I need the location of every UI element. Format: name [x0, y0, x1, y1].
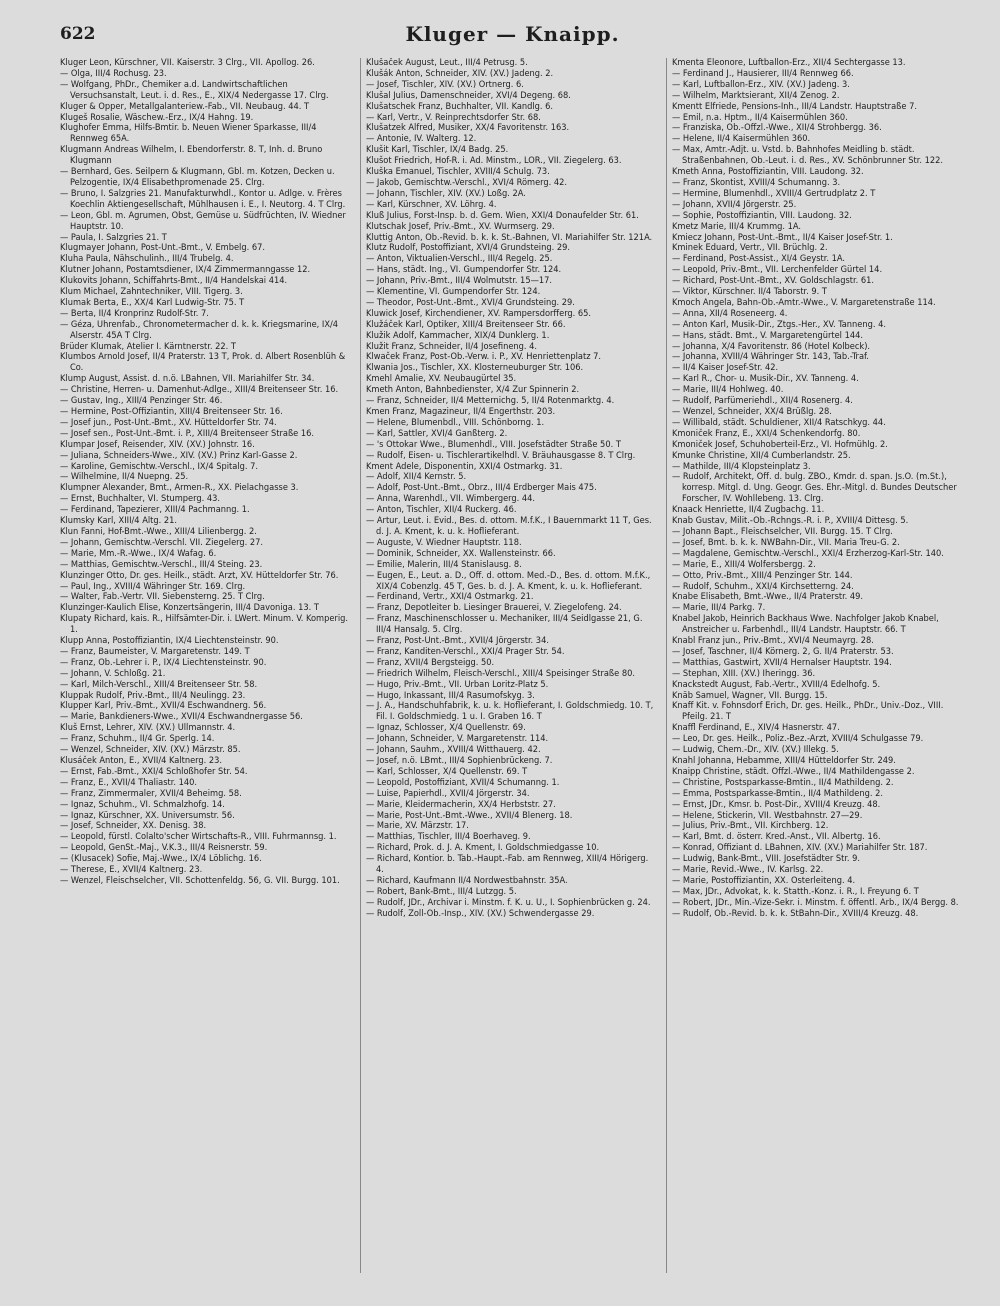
directory-entry: — Emma, Postsparkasse-Bmtin., II/4 Mathildeng. 2. [672, 787, 883, 799]
directory-entry: — Franz, Post-Unt.-Bmt., XVII/4 Jörgerstr. 34. [366, 635, 549, 647]
directory-entry: Knabl Franz jun., Priv.-Bmt., XVI/4 Neumayrg. 28. [672, 635, 874, 647]
directory-entry: — Christine, Postsparkasse-Bmtin., II/4 Mathildeng. 2. [672, 776, 894, 788]
directory-entry: — Berta, II/4 Kronprinz Rudolf-Str. 7. [60, 307, 209, 319]
directory-entry: — Ludwig, Chem.-Dr., XIV. (XV.) Illekg. 5. [672, 744, 839, 756]
directory-entry: — Johann Bapt., Fleischselcher, VII. Burgg. 15. T Clrg. [672, 525, 893, 537]
directory-entry: — Franz, Zimmermaler, XVII/4 Beheimg. 58. [60, 787, 242, 799]
directory-entry: — Adolf, Post-Unt.-Bmt., Obrz., III/4 Erdberger Mais 475. [366, 482, 597, 494]
directory-entry: — (Klusacek) Sofie, Maj.-Wwe., IX/4 Löblichg. 16. [60, 853, 262, 865]
directory-entry: Kmehl Amalie, XV. Neubaugürtel 35. [366, 373, 517, 385]
directory-entry: Knaack Henriette, II/4 Zugbachg. 11. [672, 504, 825, 516]
directory-entry: — Marie, Kleidermacherin, XX/4 Herbststr. 27. [366, 798, 556, 810]
directory-entry: — Josef, Bmt. b. k. k. NWBahn-Dir., VII. Maria Treu-G. 2. [672, 536, 900, 548]
directory-entry: — Bruno, I. Salzgries 21. Manufakturwhdl., Kontor u. Adlge. v. Frères Koechlin Aktiengesellschaft, Mühlhausen i. E., I. Neutorg. 4. T Clrg. [60, 187, 346, 210]
directory-entry: — Bernhard, Ges. Seilpern & Klugmann, Gbl. m. Kotzen, Decken u. Pelzogentie, IX/4 Elisabethpromenade 25. Clrg. [60, 166, 335, 188]
directory-entry: — Karl, Bmt. d. österr. Kred.-Anst., VII. Albertg. 16. [672, 831, 881, 843]
directory-entry: Kmenta Eleonore, Luftballon-Erz., XII/4 Sechtergasse 13. [672, 58, 906, 68]
directory-entry: — Wenzel, Schneider, XIV. (XV.) Märzstr. 85. [60, 744, 241, 756]
directory-entry: — Leon, Gbl. m. Agrumen, Obst, Gemüse u. Südfrüchten, IV. Wiedner Hauptstr. 10. [60, 209, 346, 232]
directory-entry: — Ferdinand, Post-Assist., XI/4 Geystr. 1A. [672, 253, 845, 265]
directory-entry: Kmetz Marie, III/4 Krummg. 1A. [672, 220, 801, 232]
directory-entry: — Leo, Dr. ges. Heilk., Poliz.-Bez.-Arzt, XVIII/4 Schulgasse 79. [672, 733, 924, 745]
directory-entry: Klumpner Alexander, Bmt., Armen-R., XX. Pielachgasse 3. [60, 482, 299, 494]
directory-entry: Klwania Jos., Tischler, XX. Klosterneuburger Str. 106. [366, 362, 584, 374]
directory-entry: — Karoline, Gemischtw.-Verschl., IX/4 Spitalg. 7. [60, 460, 259, 472]
directory-entry: — Adolf, XII/4 Kernstr. 5. [366, 471, 467, 483]
directory-entry: — Franziska, Ob.-Offzl.-Wwe., XII/4 Strohbergg. 36. [672, 122, 882, 134]
directory-entry: — Ludwig, Bank-Bmt., VIII. Josefstädter Str. 9. [672, 853, 861, 865]
page-number: 622 [60, 24, 96, 44]
directory-entry: — Franz, E., XVII/4 Thaliastr. 140. [60, 776, 197, 788]
directory-entry: — Rudolf, JDr., Archivar i. Minstm. f. K. u. U., I. Sophienbrücken g. 24. [366, 896, 651, 908]
directory-entry: Klumak Berta, E., XX/4 Karl Ludwig-Str. 75. T [60, 296, 245, 308]
directory-entry: — Rudolf, Zoll-Ob.-Insp., XIV. (XV.) Schwendergasse 29. [366, 907, 595, 919]
page-title: Kluger — Knaipp. [405, 22, 620, 46]
directory-entry: — Karl, Kürschner, XV. Löhrg. 4. [366, 198, 497, 210]
directory-entry: Kmentt Elfriede, Pensions-Inh., III/4 Landstr. Hauptstraße 7. [672, 100, 917, 112]
directory-entry: — Juliana, Schneiders-Wwe., XIV. (XV.) Prinz Karl-Gasse 2. [60, 449, 298, 461]
directory-entry: — Matthias, Tischler, III/4 Boerhaveg. 9. [366, 831, 531, 843]
directory-entry: Klukovits Johann, Schiffahrts-Bmt., II/4 Handelskai 414. [60, 275, 288, 287]
directory-entry: Kmen Franz, Magazineur, II/4 Engerthstr. 203. [366, 406, 556, 417]
directory-entry: Knaipp Christine, städt. Offzl.-Wwe., II/4 Mathildengasse 2. [672, 765, 915, 777]
directory-entry: — Johann, Tischler, XIV. (XV.) Loßg. 2A. [366, 187, 526, 199]
directory-entry: — Ernst, Fab.-Bmt., XXI/4 Schloßhofer Str. 54. [60, 765, 248, 777]
directory-entry: — Franz, Depotleiter b. Liesinger Brauerei, V. Ziegelofeng. 24. [366, 602, 622, 614]
directory-entry: — Mathilde, III/4 Klopsteinplatz 3. [672, 460, 811, 472]
directory-entry: — Viktor, Kürschner. II/4 Taborstr. 9. T [672, 286, 827, 298]
directory-entry: — Johann, Sauhm., XVIII/4 Witthauerg. 42. [366, 744, 541, 756]
directory-entry: — Luise, Papierhdl., XVII/4 Jörgerstr. 34. [366, 787, 530, 799]
column-3 [672, 58, 964, 1278]
directory-entry: — Franz, Maschinenschlosser u. Mechaniker, III/4 Seidlgasse 21, G. III/4 Hansalg. 5. Clrg. [366, 613, 643, 636]
directory-entry: — Géza, Uhrenfab., Chronometermacher d. k. k. Kriegsmarine, IX/4 Alserstr. 45A T Clrg. [60, 318, 339, 341]
directory-entry: Klutner Johann, Postamtsdiener, IX/4 Zimmermanngasse 12. [60, 264, 311, 276]
directory-entry: — Ferdinand, Tapezierer, XIII/4 Pachmanng. 1. [60, 504, 250, 516]
directory-entry: — Helene, Blumenbdl., VIII. Schönborng. 1. [366, 416, 545, 428]
directory-entry: — Marie, Mm.-R.-Wwe., IX/4 Wafag. 6. [60, 547, 217, 559]
directory-entry: Klužik Adolf, Kammacher, XIX/4 Dunklerg. 1. [366, 329, 550, 341]
directory-entry: — Franz, Ob.-Lehrer i. P., IX/4 Liechtensteinstr. 90. [60, 656, 267, 668]
directory-entry: — Wolfgang, PhDr., Chemiker a.d. Landwirtschaftlichen Versuchsanstalt, Leut. i. d. Res., E., XIX/4 Nedergasse 17. Clrg. [60, 78, 329, 101]
directory-entry: Kmunke Christine, XII/4 Cumberlandstr. 25. [672, 449, 851, 461]
directory-entry: — Rudolf, Schuhm., XXI/4 Kirchsetterng. 24. [672, 580, 854, 592]
directory-entry: — Karl, Vertr., V. Reinprechtsdorfer Str. 68. [366, 111, 541, 123]
directory-entry: — Franz, Schuhm., II/4 Gr. Sperlg. 14. [60, 733, 215, 745]
directory-entry: Klunzinger-Kaulich Elise, Konzertsängerin, III/4 Davoniga. 13. T [60, 602, 319, 614]
directory-entry: Kmoniček Josef, Schuhoberteil-Erz., VI. Hofmühlg. 2. [672, 438, 888, 450]
directory-entry: — Stephan, XIII. (XV.) Iheringg. 36. [672, 667, 816, 679]
directory-entry: — Walter, Fab.-Vertr. VII. Siebensterng. 25. T Clrg. [60, 591, 265, 603]
directory-entry: Kminek Eduard, Vertr., VII. Brüchlg. 2. [672, 242, 828, 254]
directory-entry: — Wilhelmine, II/4 Nuepng. 25. [60, 471, 189, 483]
directory-entry: Klutz Rudolf, Postoffiziant, XVI/4 Grundsteing. 29. [366, 242, 570, 254]
column-divider [666, 58, 667, 1273]
directory-entry: — Johann, Gemischtw.-Verschl. VII. Ziegelerg. 27. [60, 536, 264, 548]
directory-entry: — Leopold, Priv.-Bmt., VII. Lerchenfelder Gürtel 14. [672, 264, 883, 276]
directory-entry: — Anton Karl, Musik-Dir., Ztgs.-Her., XV. Tanneng. 4. [672, 318, 886, 330]
directory-entry: — Josef, Taschner, II/4 Körnerg. 2, G. II/4 Praterstr. 53. [672, 645, 894, 657]
directory-entry: — Hugo, Priv.-Bmt., VII. Urban Loritz-Platz 5. [366, 678, 549, 690]
directory-entry: Knackstedt August, Fab.-Vertr., XVIII/4 Edelhofg. 5. [672, 678, 881, 690]
directory-entry: Klugmayer Johann, Post-Unt.-Bmt., V. Embelg. 67. [60, 242, 265, 254]
directory-entry: — Richard, Kontior. b. Tab.-Haupt.-Fab. am Rennweg, XIII/4 Hörigerg. 4. [366, 853, 649, 876]
directory-entry: — Willibald, städt. Schuldiener, XII/4 Ratschkyg. 44. [672, 416, 886, 428]
directory-entry: Kment Adele, Disponentin, XXI/4 Ostmarkg. 31. [366, 460, 563, 472]
directory-entry: — Rudolf, Ob.-Revid. b. k. k. StBahn-Dir., XVIII/4 Kreuzg. 48. [672, 907, 919, 919]
directory-entry: Klušatschek Franz, Buchhalter, VII. Kandlg. 6. [366, 100, 554, 112]
directory-entry: — Ernst, JDr., Kmsr. b. Post-Dir., XVIII/4 Kreuzg. 48. [672, 798, 881, 810]
directory-entry: — Josef, Schneider, XX. Denisg. 38. [60, 820, 207, 832]
directory-entry: Kluwick Josef, Kirchendiener, XV. Rampersdorfferg. 65. [366, 307, 592, 319]
directory-entry: — Marie, Post-Unt.-Bmt.-Wwe., XVII/4 Blenerg. 18. [366, 809, 573, 821]
directory-entry: Klupaty Richard, kais. R., Hilfsämter-Dir. i. LWert. Minum. V. Komperig. 1. [60, 613, 348, 636]
directory-entry: — Robert, Bank-Bmt., III/4 Lutzgg. 5. [366, 885, 517, 897]
directory-entry: Klumbos Arnold Josef, II/4 Praterstr. 13 T, Prok. d. Albert Rosenblüh & Co. [60, 351, 346, 374]
directory-entry: — Hermine, Blumenhdl., XVIII/4 Gertrudplatz 2. T [672, 187, 876, 199]
directory-entry: — Josef, Tischler, XIV. (XV.) Ortnerg. 6. [366, 78, 524, 90]
directory-entry: — Josef sen., Post-Unt.-Bmt. i. P., XIII/4 Breitenseer Straße 16. [60, 427, 315, 439]
directory-entry: — Helene, Stickerin, VII. Westbahnstr. 27—29. [672, 809, 863, 821]
directory-entry: — Helene, II/4 Kaisermühlen 360. [672, 133, 811, 145]
column-2 [366, 58, 658, 1278]
directory-entry: — Hugo, Inkassant, III/4 Rasumofskyg. 3. [366, 689, 535, 701]
directory-entry: — Rudolf, Eisen- u. Tischlerartikelhdl. V. Bräuhausgasse 8. T Clrg. [366, 449, 636, 461]
directory-entry: — Otto, Priv.-Bmt., XIII/4 Penzinger Str. 144. [672, 569, 853, 581]
directory-entry: — Franz, XVII/4 Bergsteigg. 50. [366, 656, 495, 668]
directory-entry: Klušot Friedrich, Hof-R. i. Ad. Minstm., LOR., VII. Ziegelerg. 63. [366, 155, 622, 167]
directory-entry: — 's Ottokar Wwe., Blumenhdl., VIII. Josefstädter Straße 50. T [366, 438, 621, 450]
directory-entry: — Ignaz, Schlosser, X/4 Quellenstr. 69. [366, 722, 526, 734]
directory-entry: — Rudolf, Architekt, Off. d. bulg. ZBO., Kmdr. d. span. Js.O. (m.St.), korresp. Mitgl. d. Ung. Geogr. Ges. Ehr.-Mitgl. d. Bundes Deutscher Forscher, IV. Wohllebeng. 13. Clrg. [672, 471, 957, 505]
directory-entry: Knaffl Ferdinand, E., XIV/4 Hasnerstr. 47. [672, 722, 840, 734]
directory-entry: — Marie, Postoffiziantin, XX. Osterleiteng. 4. [672, 874, 856, 886]
directory-entry: Klušák Anton, Schneider, XIV. (XV.) Jadeng. 2. [366, 67, 554, 79]
directory-entry: Klugmann Andreas Wilhelm, I. Ebendorferstr. 8. T, Inh. d. Bruno Klugmann [60, 144, 323, 167]
directory-entry: Kluttig Anton, Ob.-Revid. b. k. k. St.-Bahnen, VI. Mariahilfer Str. 121A. [366, 231, 653, 243]
directory-entry: Brüder Klumak, Atelier I. Kärntnerstr. 22. T [60, 340, 236, 352]
directory-entry: — Anton, Tischler, XII/4 Ruckerg. 46. [366, 504, 517, 516]
directory-entry: — Ernst, Buchhalter, VI. Stumperg. 43. [60, 493, 220, 505]
directory-entry: — Richard, Post-Unt.-Bmt., XV. Goldschlagstr. 61. [672, 275, 874, 287]
directory-entry: Kmoniček Franz, E., XXI/4 Schenkendorfg. 80. [672, 427, 861, 439]
directory-entry: — Theodor, Post-Unt.-Bmt., XVI/4 Grundsteing. 29. [366, 296, 575, 308]
page-header [60, 22, 965, 52]
directory-entry: Klupper Karl, Priv.-Bmt., XVII/4 Eschwandnerg. 56. [60, 700, 267, 712]
directory-entry: — Marie, Revid.-Wwe., IV. Karlsg. 22. [672, 864, 824, 876]
directory-entry: — Josef, n.ö. LBmt., III/4 Sophienbrückeng. 7. [366, 755, 553, 766]
directory-entry: — Friedrich Wilhelm, Fleisch-Verschl., XIII/4 Speisinger Straße 80. [366, 667, 635, 679]
directory-entry: — Anna, Warenhdl., VII. Wimbergerg. 44. [366, 493, 536, 505]
directory-entry: — Hermine, Post-Offiziantin, XIII/4 Breitenseer Str. 16. [60, 406, 283, 417]
directory-entry: — Matthias, Gemischtw.-Verschl., III/4 Steing. 23. [60, 558, 263, 570]
directory-entry: — Franz, Baumeister, V. Margaretenstr. 149. T [60, 645, 250, 657]
directory-entry: — Therese, E., XVII/4 Kaltnerg. 23. [60, 864, 203, 876]
directory-entry: — Johann, Schneider, V. Margaretenstr. 114. [366, 733, 549, 745]
directory-entry: — Matthias, Gastwirt, XVII/4 Hernalser Hauptstr. 194. [672, 656, 892, 668]
directory-entry: — Marie, E., XIII/4 Wolfersbergg. 2. [672, 558, 816, 570]
directory-entry: — Antonie, IV. Walterg. 12. [366, 133, 477, 145]
directory-entry: Kmeth Anna, Postoffiziantin, VIII. Laudong. 32. [672, 166, 864, 178]
directory-entry: — Karl, Schlosser, X/4 Quellenstr. 69. T [366, 765, 528, 777]
directory-entry: — Marie, XV. Märzstr. 17. [366, 820, 469, 832]
directory-entry: — Auguste, V. Wiedner Hauptstr. 118. [366, 536, 522, 548]
directory-entry: Klupp Anna, Postoffiziantin, IX/4 Liechtensteinstr. 90. [60, 635, 279, 647]
directory-entry: — Paula, I. Salzgries 21. T [60, 231, 167, 243]
directory-entry: Kmeth Anton, Bahnbedienster, X/4 Zur Spinnerin 2. [366, 384, 580, 396]
directory-entry: — Julius, Priv.-Bmt., VII. Kirchberg. 12. [672, 820, 829, 832]
directory-entry: — Leopold, GenSt.-Maj., V.K.3., III/4 Reisnerstr. 59. [60, 842, 268, 854]
directory-entry: — Johanna, X/4 Favoritenstr. 86 (Hotel Kolbeck). [672, 340, 871, 352]
directory-entry: Kluppak Rudolf, Priv.-Bmt., III/4 Neulingg. 23. [60, 689, 246, 701]
directory-entry: Klušaček August, Leut., III/4 Petrusg. 5. [366, 58, 528, 68]
directory-entry: — Ignaz, Kürschner, XX. Universumstr. 56. [60, 809, 235, 821]
directory-entry: — Dominik, Schneider, XX. Wallensteinstr. 66. [366, 547, 556, 559]
directory-entry: — Ignaz, Schuhm., VI. Schmalzhofg. 14. [60, 798, 225, 810]
directory-entry: Klump August, Assist. d. n.ö. LBahnen, VII. Mariahilfer Str. 34. [60, 373, 315, 385]
directory-entry: — Leopold, Postoffiziant, XVII/4 Schumanng. 1. [366, 776, 560, 788]
directory-entry: Kmiecz Johann, Post-Unt.-Bmt., II/4 Kaiser Josef-Str. 1. [672, 231, 893, 243]
directory-entry: — Jakob, Gemischtw.-Verschl., XVI/4 Römerg. 42. [366, 176, 568, 188]
directory-entry: — Eugen, E., Leut. a. D., Off. d. ottom. Med.-D., Bes. d. ottom. M.f.K., XIX/4 Cobenzlg. 45 T, Ges. b. d. J. A. Kment, k. u. k. Hoflieferant. [366, 569, 651, 592]
directory-entry: Knabe Elisabeth, Bmt.-Wwe., II/4 Praterstr. 49. [672, 591, 864, 603]
directory-entry: Knabel Jakob, Heinrich Backhaus Wwe. Nachfolger Jakob Knabel, Anstreicher u. Farbenhdl., III/4 Landstr. Hauptstr. 66. T [672, 613, 939, 636]
directory-entry: — Sophie, Postoffiziantin, VIII. Laudong. 32. [672, 209, 852, 221]
column-divider [360, 58, 361, 1273]
directory-entry: — Wenzel, Fleischselcher, VII. Schottenfeldg. 56, G. VII. Burgg. 101. [60, 874, 340, 886]
directory-entry: Kluger & Opper, Metallgalanteriew.-Fab., VII. Neubaug. 44. T [60, 100, 310, 112]
directory-entry: Klum Michael, Zahntechniker, VIII. Tigerg. 3. [60, 286, 243, 298]
directory-entry: Klužit Franz, Schneider, II/4 Josefineng. 4. [366, 340, 538, 352]
directory-entry: — Josef jun., Post-Unt.-Bmt., XV. Hütteldorfer Str. 74. [60, 416, 277, 428]
directory-entry: Klunzinger Otto, Dr. ges. Heilk., städt. Arzt, XV. Hütteldorfer Str. 76. [60, 569, 339, 581]
directory-entry: Klugeš Rosalie, Wäschew.-Erz., IX/4 Hahng. 19. [60, 111, 254, 123]
directory-entry: Klužáček Karl, Optiker, XIII/4 Breitenseer Str. 66. [366, 318, 566, 330]
directory-entry: Klughofer Emma, Hilfs-Bmtir. b. Neuen Wiener Sparkasse, III/4 Rennweg 65A. [60, 122, 317, 145]
directory-entry: — Karl R., Chor- u. Musik-Dir., XV. Tanneng. 4. [672, 373, 859, 385]
directory-entry: — Ferdinand J., Hausierer, III/4 Rennweg 66. [672, 67, 854, 79]
directory-entry: — Wenzel, Schneider, XX/4 Brüßlg. 28. [672, 406, 832, 417]
directory-entry: Klutschak Josef, Priv.-Bmt., XV. Wurmserg. 29. [366, 220, 555, 232]
directory-entry: — Christine, Herren- u. Damenhut-Adlge., XIII/4 Breitenseer Str. 16. [60, 384, 339, 396]
directory-entry: — Emil, n.a. Hptm., II/4 Kaisermühlen 360. [672, 111, 848, 123]
directory-entry: — Marie, Bankdieners-Wwe., XVII/4 Eschwandnergasse 56. [60, 711, 303, 723]
directory-entry: Klwaček Franz, Post-Ob.-Verw. i. P., XV. Henriettenplatz 7. [366, 351, 602, 363]
directory-entry: Kluška Emanuel, Tischler, XVIII/4 Schulg. 73. [366, 166, 550, 178]
directory-entry: — Konrad, Offiziant d. LBahnen, XIV. (XV.) Mariahilfer Str. 187. [672, 842, 928, 854]
directory-entry: Klumsky Karl, XIII/4 Altg. 21. [60, 515, 178, 527]
directory-entry: — J. A., Handschuhfabrik, k. u. k. Hoflieferant, I. Goldschmiedg. 10. T, Fil. I. Goldschmiedg. 1 u. I. Graben 16. T [366, 700, 654, 723]
directory-entry: — Marie, III/4 Parkg. 7. [672, 602, 766, 614]
directory-entry: — Hans, städt. Bmt., V. Margaretengürtel 144. [672, 329, 863, 341]
column-1 [60, 58, 352, 1278]
directory-entry: — Richard, Kaufmann II/4 Nordwestbahnstr. 35A. [366, 874, 568, 886]
directory-entry: — Franz, Kanditen-Verschl., XXI/4 Prager Str. 54. [366, 645, 565, 657]
directory-entry: Kluš Ernst, Lehrer, XIV. (XV.) Ullmannstr. 4. [60, 722, 236, 734]
directory-entry: Kluha Paula, Nähschulinh., III/4 Trubelg. 4. [60, 253, 234, 265]
directory-entry: — Emilie, Malerin, III/4 Stanislausg. 8. [366, 558, 522, 570]
directory-entry: — Max, Amtr.-Adjt. u. Vstd. b. Bahnhofes Meidling b. städt. Straßenbahnen, Ob.-Leut. i. d. Res., XV. Schönbrunner Str. 122. [672, 144, 943, 167]
directory-entry: Knäb Samuel, Wagner, VII. Burgg. 15. [672, 689, 828, 701]
directory-entry: Klumpar Josef, Reisender, XIV. (XV.) Johnstr. 16. [60, 438, 255, 450]
directory-entry: Knahl Johanna, Hebamme, XIII/4 Hütteldorfer Str. 249. [672, 755, 896, 766]
directory-entry: — Leopold, fürstl. Colalto'scher Wirtschafts-R., VIII. Fuhrmannsg. 1. [60, 831, 337, 843]
directory-entry: Klušatzek Alfred, Musiker, XX/4 Favoritenstr. 163. [366, 122, 570, 134]
directory-entry: — Wilhelm, Marktsierant, XII/4 Zenog. 2. [672, 89, 840, 101]
directory-entry: — Paul, Ing., XVIII/4 Währinger Str. 169. Clrg. [60, 580, 246, 592]
directory-entry: — Johann, V. Schloßg. 21. [60, 667, 166, 679]
directory-entry: Klun Fanni, Hof-Bmt.-Wwe., XIII/4 Lilienbergg. 2. [60, 525, 257, 537]
directory-entry: — Rudolf, Parfümeriehdl., XII/4 Rosenerg. 4. [672, 395, 853, 407]
directory-entry: — Robert, JDr., Min.-Vize-Sekr. i. Minstm. f. öffentl. Arb., IX/4 Bergg. 8. [672, 896, 959, 908]
directory-entry: Klusáček Anton, E., XVII/4 Kaltnerg. 23. [60, 755, 223, 766]
directory-entry: — Ferdinand, Vertr., XXI/4 Ostmarkg. 21. [366, 591, 534, 603]
directory-entry: — Franz, Skontist, XVIII/4 Schumanng. 3. [672, 176, 841, 188]
columns-container [60, 58, 965, 1278]
directory-entry: Klušal Julius, Damenschneider, XVI/4 Degeng. 68. [366, 89, 571, 101]
directory-entry: — Karl, Sattler, XVI/4 Ganßterg. 2. [366, 427, 508, 439]
directory-entry: — Anton, Viktualien-Verschl., III/4 Regelg. 25. [366, 253, 553, 265]
directory-entry: — Max, JDr., Advokat, k. k. Statth.-Konz. i. R., I. Freyung 6. T [672, 885, 919, 897]
directory-entry: — Franz, Schneider, II/4 Metternichg. 5, II/4 Rotenmarktg. 4. [366, 395, 615, 407]
directory-entry: Kluger Leon, Kürschner, VII. Kaiserstr. 3 Clrg., VII. Apollog. 26. [60, 58, 315, 68]
directory-entry: Kluß Julius, Forst-Insp. b. d. Gem. Wien, XXI/4 Donaufelder Str. 61. [366, 209, 639, 221]
directory-entry: Klušit Karl, Tischler, IX/4 Badg. 25. [366, 144, 509, 156]
directory-entry: — Johanna, XVIII/4 Währinger Str. 143, Tab.-Traf. [672, 351, 869, 363]
directory-entry: Knaff Kit. v. Fohnsdorf Erich, Dr. ges. Heilk., PhDr., Univ.-Doz., VIII. Pfeilg. 21. T [672, 700, 944, 723]
directory-entry: Kmoch Angela, Bahn-Ob.-Amtr.-Wwe., V. Margaretenstraße 114. [672, 296, 936, 308]
directory-entry: — Johann, Priv.-Bmt., III/4 Wolmutstr. 15—17. [366, 275, 552, 287]
directory-entry: — II/4 Kaiser Josef-Str. 42. [672, 362, 779, 374]
directory-entry: — Richard, Prok. d. J. A. Kment, I. Goldschmiedgasse 10. [366, 842, 600, 854]
directory-entry: — Gustav, Ing., XIII/4 Penzinger Str. 46. [60, 395, 223, 407]
directory-entry: — Artur, Leut. i. Evid., Bes. d. ottom. M.f.K., I Bauernmarkt 11 T, Ges. d. J. A. Kment, k. u. k. Hoflieferant. [366, 515, 652, 537]
directory-entry: Knab Gustav, Milit.-Ob.-Rchngs.-R. i. P., XVIII/4 Dittesg. 5. [672, 515, 909, 527]
directory-entry: — Karl, Luftballon-Erz., XIV. (XV.) Jadeng. 3. [672, 78, 850, 90]
directory-entry: — Hans, städt. Ing., VI. Gumpendorfer Str. 124. [366, 264, 562, 276]
directory-entry: — Karl, Milch-Verschl., XIII/4 Breitenseer Str. 58. [60, 678, 258, 690]
directory-entry: — Magdalene, Gemischtw.-Verschl., XXI/4 Erzherzog-Karl-Str. 140. [672, 547, 944, 559]
directory-entry: — Anna, XII/4 Roseneerg. 4. [672, 307, 788, 319]
directory-entry: — Johann, XVII/4 Jörgerstr. 25. [672, 198, 797, 210]
directory-entry: — Olga, III/4 Rochusg. 23. [60, 67, 167, 79]
directory-entry: — Marie, III/4 Hohlweg. 40. [672, 384, 784, 396]
directory-entry: — Klementine, VI. Gumpendorfer Str. 124. [366, 286, 541, 298]
